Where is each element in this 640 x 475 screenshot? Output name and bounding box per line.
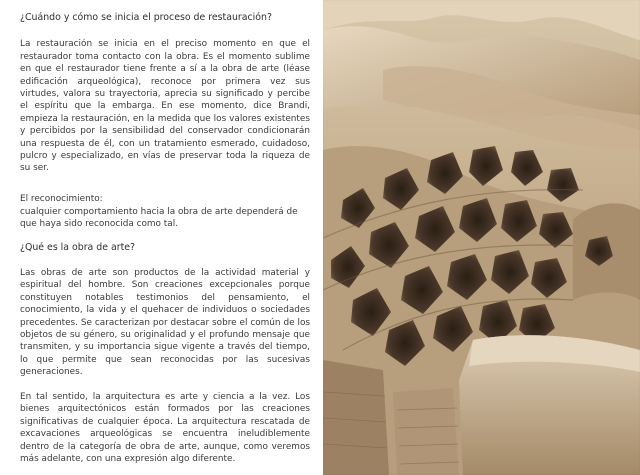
paragraph-artwork-1: Las obras de arte son productos de la actividad material y espiritual del hombre. Son creaciones excepcionales porque constituyen notables testimonios del pensamiento, el conocimiento, la vida y el quehacer de individuos o sociedades precedentes. Se caracterizan por destacar sobre el común de los objetos de su género, su originalidad y el profundo mensaje que transmiten, y su importancia sigue vigente a través del tiempo, lo que permite que sean reconocidas por las sucesivas generaciones. <box>20 267 310 378</box>
paragraph-artwork-2: En tal sentido, la arquitectura es arte y ciencia a la vez. Los bienes arquitectónicos están formados por las creaciones significativas de cualquier época. La arquitectura rescatada de excavaciones arqueológicas se encuentra ineludiblemente dentro de la categoría de obra de arte, aunque, como veremos más adelante, con una expresión algo diferente. <box>20 391 310 464</box>
section-heading-restoration: ¿Cuándo y cómo se inicia el proceso de restauración? <box>20 12 272 23</box>
section-heading-artwork: ¿Qué es la obra de arte? <box>20 242 135 254</box>
adobe-lattice-wall-photo <box>323 0 640 475</box>
paragraph-restoration: La restauración se inicia en el preciso momento en que el restaurador toma contacto con la obra. Es el momento sublime en que el restaurador tiene frente a sí a la obra de arte (léase edificación arqueológica), reconoce por primera vez sus virtudes, valora su trayectoria, aprecia su significado y percibe el espíritu que la embarga. En ese momento, dice Brandi, empieza la restauración, en la medida que los valores existentes y percibidos por la sensibilidad del conservador condicionarán una respuesta de él, con un tratamiento esmerado, cuidadoso, pulcro y especializado, en vías de preservar toda la riqueza de su ser. <box>20 39 310 174</box>
recognition-label: El reconocimiento: <box>20 194 103 205</box>
adobe-wall-photo <box>323 0 640 475</box>
text-column <box>20 12 310 475</box>
recognition-text: cualquier comportamiento hacia la obra de arte dependerá de que haya sido reconocida como tal. <box>20 206 298 230</box>
recognition-block <box>20 193 310 230</box>
